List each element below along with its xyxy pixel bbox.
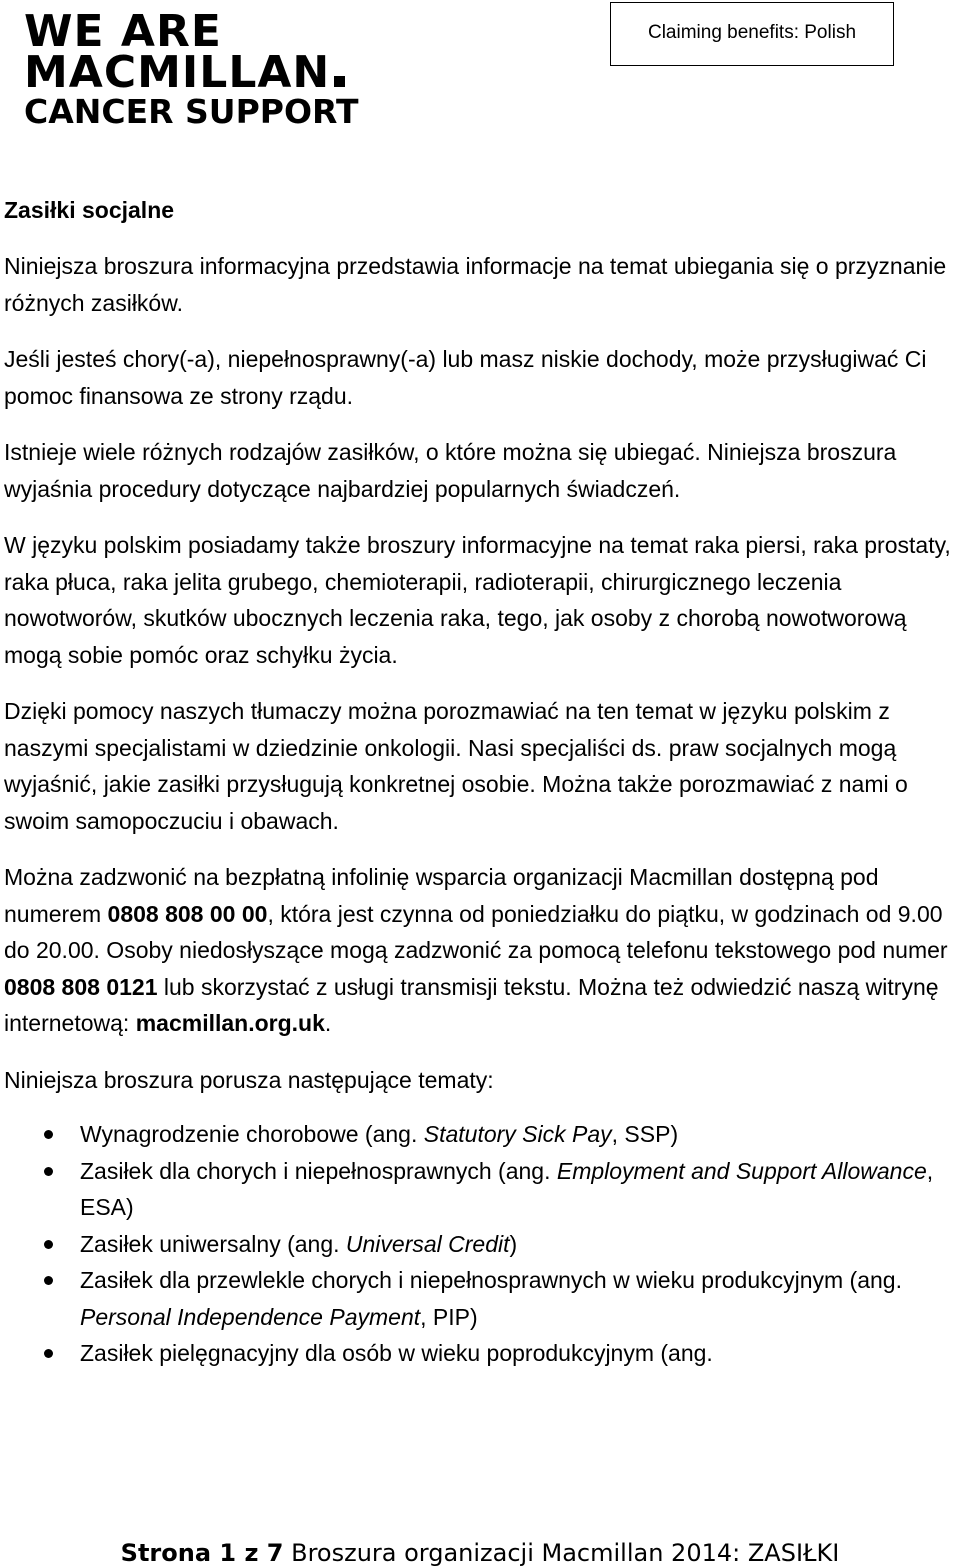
- language-tag: Claiming benefits: Polish: [610, 2, 894, 66]
- list-item-suffix: ): [509, 1230, 518, 1257]
- paragraph-helpline: [4, 859, 956, 1042]
- list-item-english: Employment and Support Allowance: [556, 1157, 927, 1184]
- list-item-text: Zasiłek dla przewlekle chorych i niepełnosprawnych w wieku produkcyjnym (ang.: [80, 1267, 902, 1293]
- list-item-text: Zasiłek dla chorych i niepełnosprawnych (ang.: [80, 1157, 557, 1184]
- list-item-text: Zasiłek uniwersalny (ang.: [80, 1230, 346, 1257]
- logo-line-2-text: MACMILLAN: [24, 47, 331, 98]
- helpline-text-d: .: [324, 1010, 332, 1036]
- document-body: [4, 192, 956, 1372]
- helpline-phone: 0808 808 00 00: [107, 900, 268, 927]
- page-number: Strona 1 z 7: [120, 1539, 284, 1567]
- website-link[interactable]: macmillan.org.uk: [135, 1010, 325, 1036]
- list-item-suffix: , ESA): [80, 1157, 934, 1220]
- footer-text: Broszura organizacji Macmillan 2014: ZASIŁKI: [283, 1539, 840, 1567]
- list-item: [4, 1262, 956, 1335]
- logo-dot: [334, 76, 345, 87]
- paragraph-interpreters: Dzięki pomocy naszych tłumaczy można porozmawiać na ten temat w języku polskim z naszymi specjalistami w dziedzinie onkologii. Nasi specjaliści ds. praw socjalnych mogą wyjaśnić, jakie zasiłki przysługują konkretnej osobie. Można także porozmawiać z nami o swoim samopoczuciu i obawach.: [4, 698, 908, 834]
- list-item: [4, 1153, 956, 1226]
- list-item-suffix: , SSP): [611, 1121, 679, 1147]
- list-item-english: Universal Credit: [345, 1230, 510, 1257]
- list-item: [4, 1335, 956, 1372]
- paragraph-intro: Niniejsza broszura informacyjna przedstawia informacje na temat ubiegania się o przyznanie różnych zasiłków.: [4, 253, 947, 316]
- list-item-english: Personal Independence Payment: [80, 1303, 421, 1330]
- page-title: Zasiłki socjalne: [4, 197, 175, 223]
- paragraph-eligibility: Jeśli jesteś chory(-a), niepełnosprawny(-a) lub masz niskie dochody, może przysługiwać Ci pomoc finansowa ze strony rządu.: [4, 346, 927, 409]
- textphone-number: 0808 808 0121: [4, 973, 158, 1000]
- list-item-suffix: , PIP): [420, 1303, 478, 1330]
- list-item: [4, 1116, 956, 1153]
- topics-list: [4, 1116, 956, 1372]
- logo-line-2: [24, 47, 358, 98]
- list-item-text: Wynagrodzenie chorobowe (ang.: [80, 1121, 424, 1147]
- list-item: [4, 1226, 956, 1263]
- page-footer: [0, 1538, 960, 1568]
- helpline-text-b: , która jest czynna od poniedziałku do piątku, w godzinach od 9.00 do 20.00. Osoby niedosłyszące mogą zadzwonić za pomocą telefonu tekstowego pod numer: [4, 900, 948, 963]
- helpline-text-a: Można zadzwonić na bezpłatną infolinię wsparcia organizacji Macmillan dostępną pod numerem: [4, 864, 879, 927]
- macmillan-logo: [24, 6, 359, 131]
- paragraph-other-booklets: W języku polskim posiadamy także broszury informacyjne na temat raka piersi, raka prostaty, raka płuca, raka jelita grubego, chemioterapii, radioterapii, chirurgicznego leczenia nowotworów, skutków ubocznych leczenia raka, tego, jak osoby z chorobą nowotworową mogą sobie pomóc oraz schyłku życia.: [4, 532, 951, 668]
- logo-line-1: WE ARE: [24, 6, 222, 57]
- list-item-english: Statutory Sick Pay: [423, 1121, 612, 1147]
- logo-line-3: CANCER SUPPORT: [24, 92, 359, 131]
- helpline-text-c: lub skorzystać z usługi transmisji tekstu. Można też odwiedzić naszą witrynę internetową:: [4, 973, 939, 1036]
- list-item-text: Zasiłek pielęgnacyjny dla osób w wieku poprodukcyjnym (ang.: [80, 1340, 713, 1366]
- paragraph-types: Istnieje wiele różnych rodzajów zasiłków, o które można się ubiegać. Niniejsza broszura wyjaśnia procedury dotyczące najbardziej popularnych świadczeń.: [4, 439, 897, 502]
- paragraph-topics-intro: Niniejsza broszura porusza następujące tematy:: [4, 1066, 494, 1093]
